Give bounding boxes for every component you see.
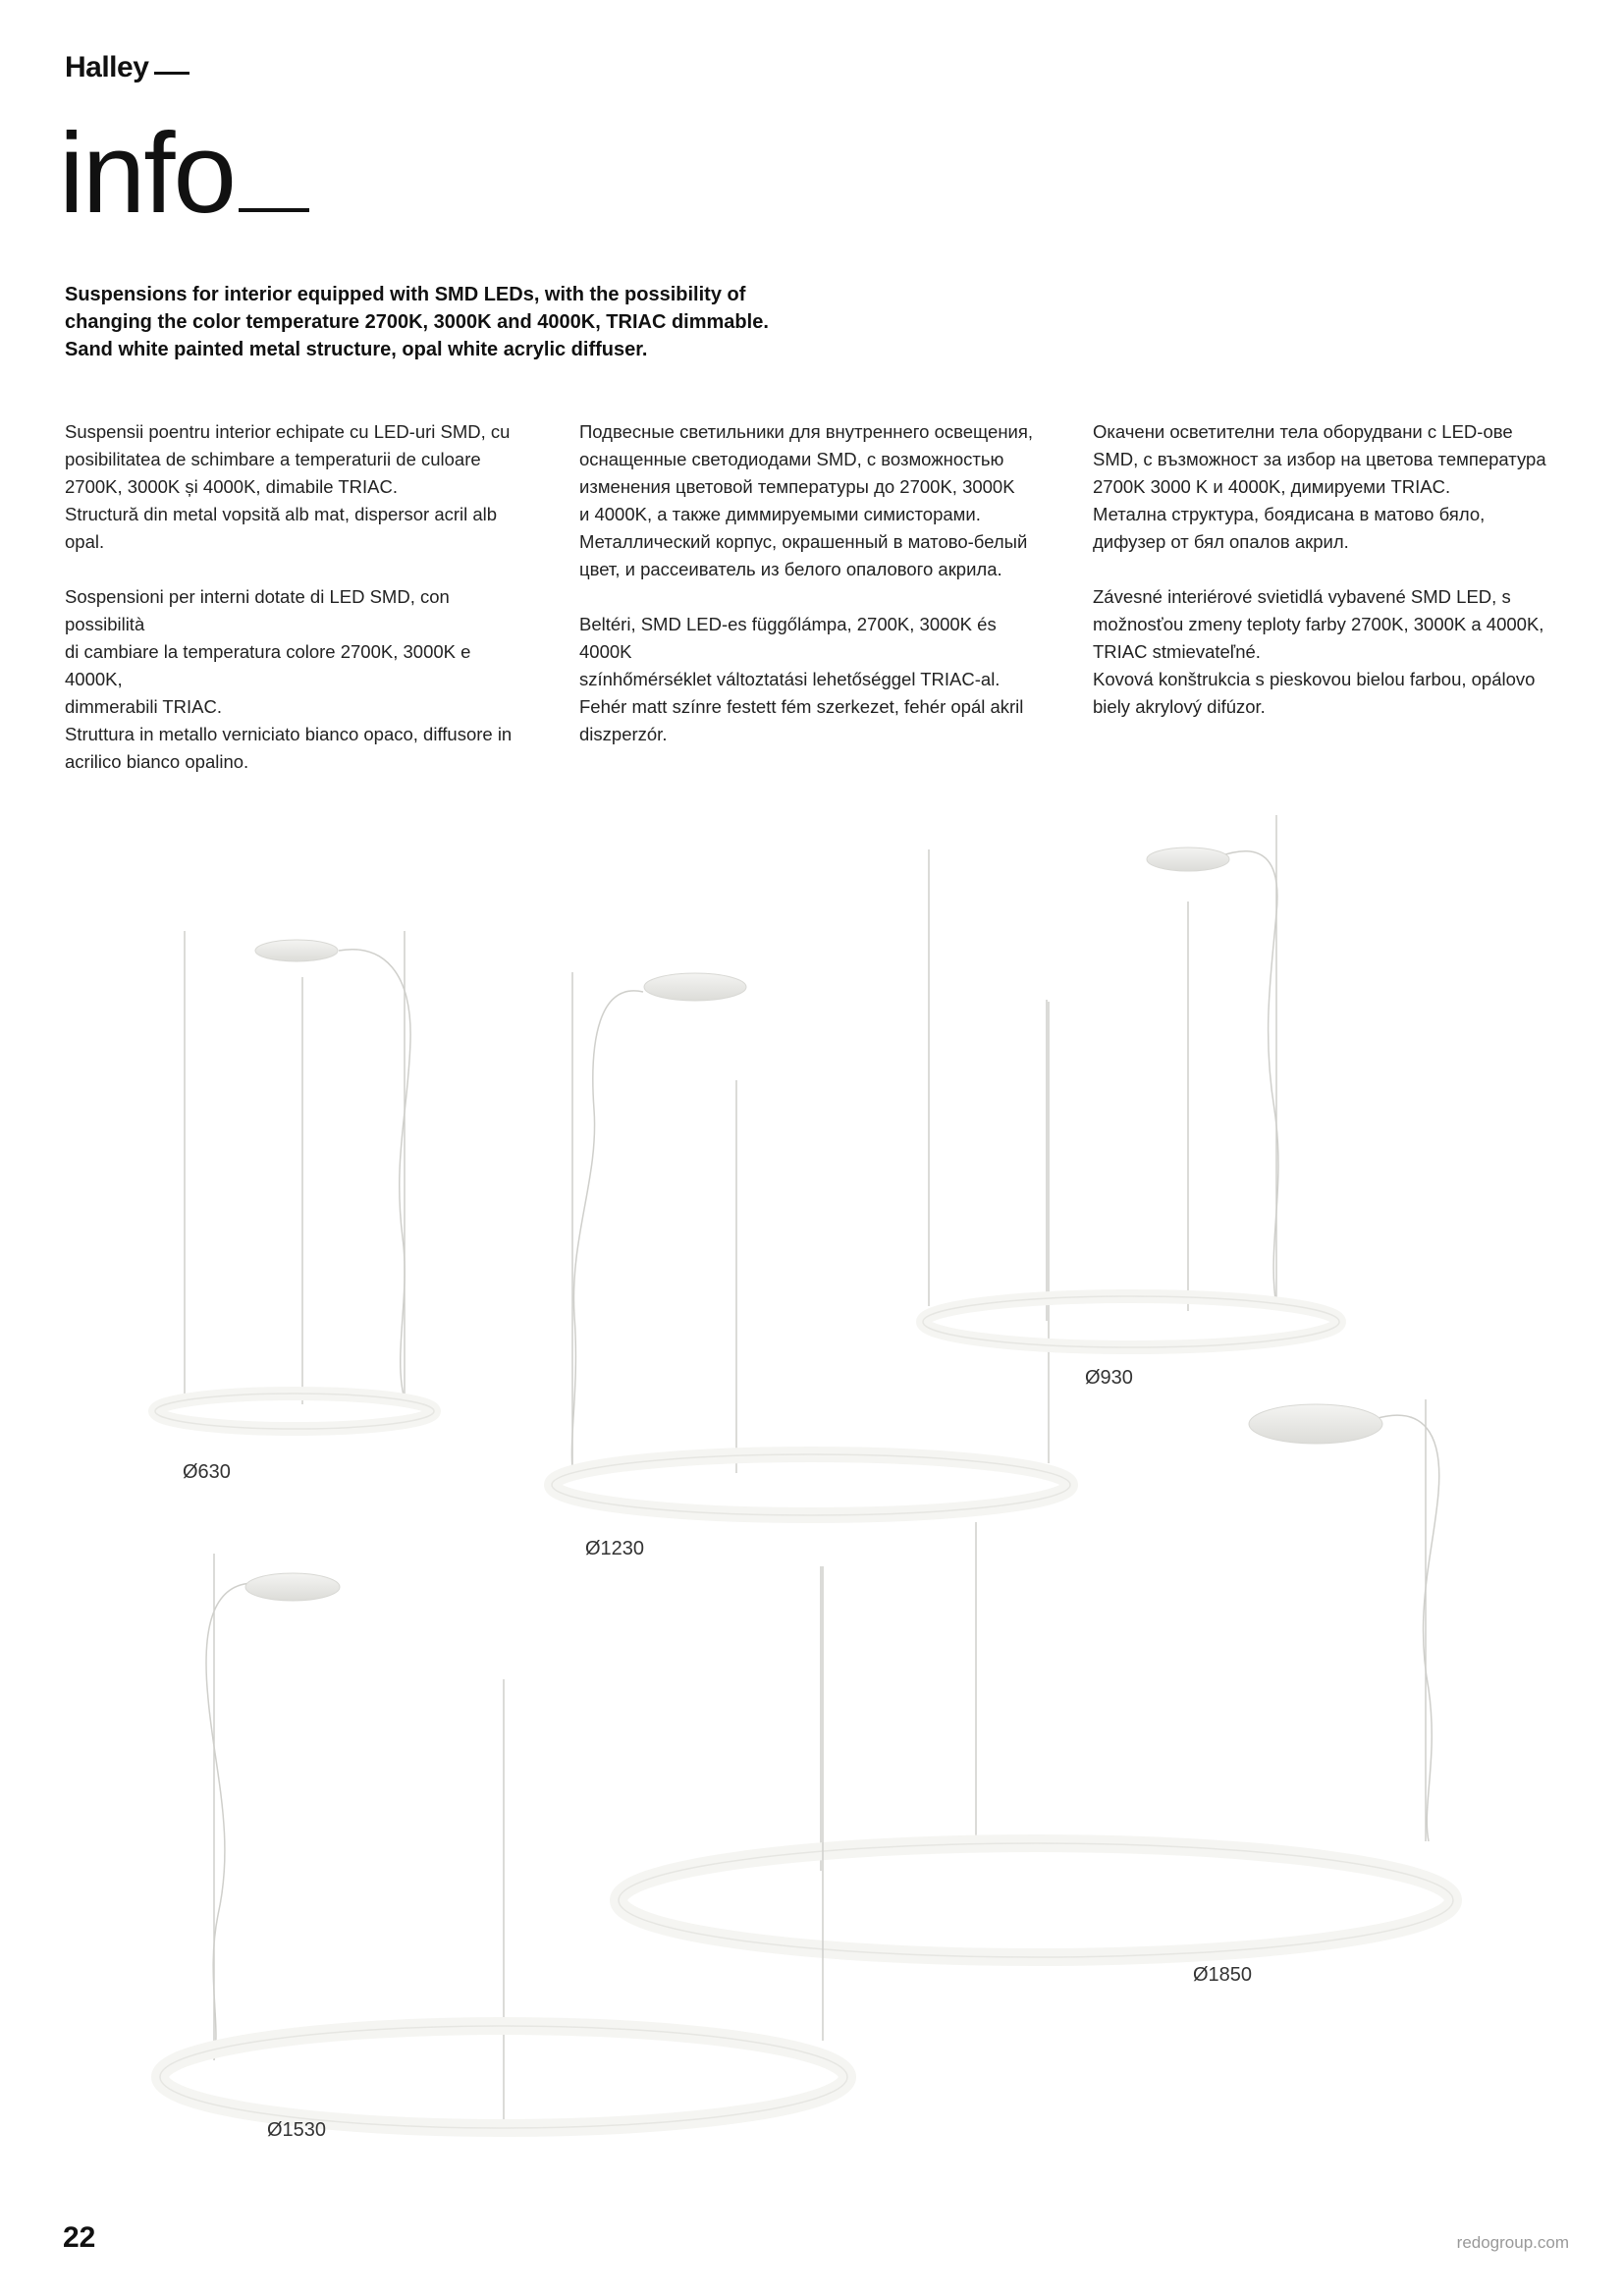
lamp-1230-ring-edge: [552, 1454, 1070, 1515]
lamp-1530: [160, 1554, 847, 2128]
label-1230: Ø1230: [585, 1538, 645, 1559]
lamp-1850-canopy: [1249, 1404, 1382, 1444]
label-630: Ø630: [183, 1461, 231, 1483]
page-title-text: info: [59, 109, 236, 237]
text-italian: Sospensioni per interni dotate di LED SMD, con possibilità di cambiare la temperatura colore 2700K, 3000K e 4000K, dimmerabili TRIAC. Struttura in metallo verniciato bianco opaco, diffusore in acrilico bianco opalino.: [65, 586, 513, 772]
intro-line-2: changing the color temperature 2700K, 3000K and 4000K, TRIAC dimmable.: [65, 311, 769, 333]
text-slovak: Závesné interiérové svietidlá vybavené SMD LED, s možnosťou zmeny teploty farby 2700K, 3000K a 4000K, TRIAC stmievateľné. Kovová konštrukcia s pieskovou bielou farbou, opálovo biely akrylový difúzor.: [1093, 586, 1544, 717]
text-hungarian: Beltéri, SMD LED-es függőlámpa, 2700K, 3000K és 4000K színhőmérséklet változtatási lehetőséggel TRIAC-al. Fehér matt színre festett fém szerkezet, fehér opál akril diszperzór.: [579, 614, 1024, 744]
text-romanian: Suspensii poentru interior echipate cu LED-uri SMD, cu posibilitatea de schimbare a temperaturii de culoare 2700K, 3000K și 4000K, dimabile TRIAC. Structură din metal vopsită alb mat, dispersor acril alb opal.: [65, 421, 511, 552]
brand-name: Halley: [65, 51, 149, 83]
lamp-1850: [619, 1399, 1453, 1957]
label-930: Ø930: [1085, 1367, 1133, 1389]
page-number: 22: [63, 2221, 96, 2254]
text-russian: Подвесные светильники для внутреннего освещения, оснащенные светодиодами SMD, с возможностью изменения цветовой температуры до 2700K, 3000K и 4000K, а также диммируемыми симисторами. Металлический корпус, окрашенный в матово-белый цвет, и рассеиватель из белого опалового акрила.: [579, 421, 1034, 579]
lamp-1230-power-cable: [571, 991, 643, 1468]
lamp-930-ring-edge: [923, 1296, 1339, 1347]
label-1850: Ø1850: [1193, 1964, 1253, 1986]
lamp-1230: [552, 972, 1070, 1515]
lamp-1530-canopy: [245, 1573, 340, 1601]
lamp-1850-ring: [619, 1843, 1453, 1957]
intro-line-3: Sand white painted metal structure, opal white acrylic diffuser.: [65, 339, 648, 360]
label-1530: Ø1530: [267, 2119, 327, 2141]
lamp-630-canopy: [255, 940, 338, 961]
lamp-630-power-cable: [339, 950, 410, 1399]
lamp-1850-power-cable: [1375, 1415, 1439, 1841]
lamp-930-power-cable: [1219, 851, 1278, 1306]
lamp-930-canopy: [1147, 847, 1229, 871]
text-bulgarian: Окачени осветителни тела оборудвани с LED-ове SMD, с възможност за избор на цветова температура 2700K 3000 K и 4000K, димируеми TRIAC. Метална структура, боядисана в матово бяло, дифузер от бял опалов акрил.: [1093, 421, 1546, 552]
lamp-630: [155, 931, 434, 1429]
lamp-930: [923, 815, 1339, 1347]
lamp-1230-canopy: [644, 973, 746, 1001]
intro-line-1: Suspensions for interior equipped with SMD LEDs, with the possibility of: [65, 284, 746, 305]
website-url: redogroup.com: [1456, 2233, 1569, 2252]
